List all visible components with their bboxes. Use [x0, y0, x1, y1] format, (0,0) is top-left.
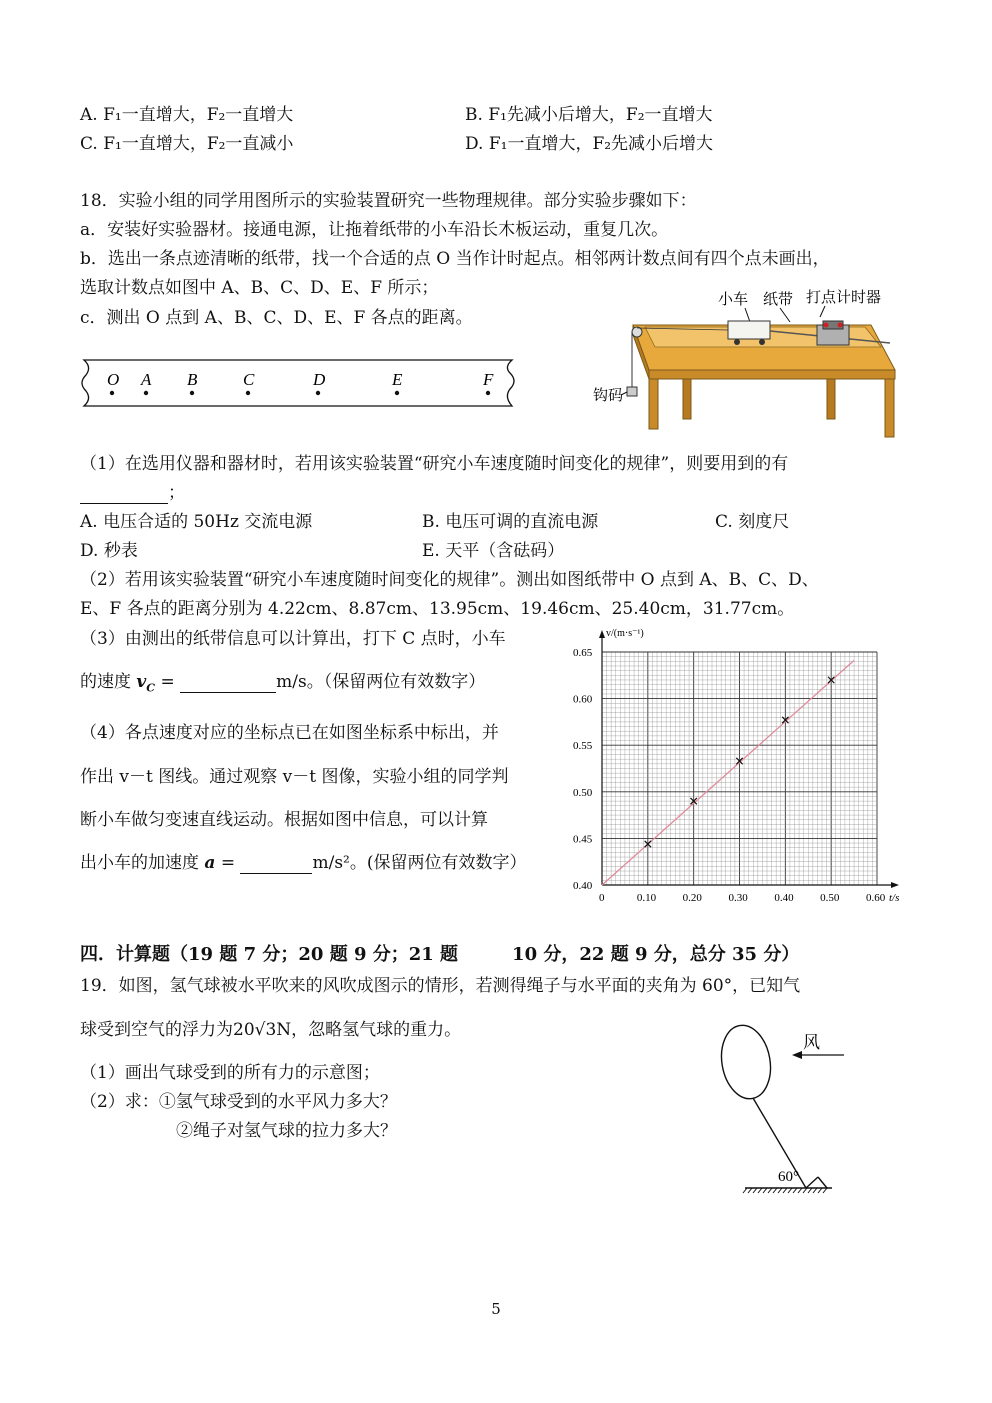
section4-title: 四．计算题（19 题 7 分；20 题 9 分；21 题 10 分，22 题 9 分，总分 35 分）	[80, 944, 800, 965]
q18-part1: （1）在选用仪器和器材时，若用该实验装置“研究小车速度随时间变化的规律”，则要用到的有	[80, 454, 789, 474]
ground-hatch	[773, 1188, 777, 1193]
q18-part4d: 出小车的加速度 a = m/s²。(保留两位有效数字）	[80, 853, 527, 873]
label-car: 小车	[718, 292, 749, 308]
ground-hatch	[798, 1188, 802, 1193]
q18-part3b-pre: 的速度	[80, 672, 131, 692]
page-number: 5	[491, 1300, 501, 1318]
q18-step-b2: 选取计数点如图中 A、B、C、D、E、F 所示；	[80, 278, 439, 298]
x-tick-label: 0.50	[820, 892, 840, 904]
q18-part2a: （2）若用该实验装置“研究小车速度随时间变化的规律”。测出如图纸带中 O 点到 A、B、C、D、	[80, 570, 819, 590]
ground-hatch	[768, 1188, 772, 1193]
wind-label: 风	[803, 1033, 820, 1052]
q18-p1-option-e: E. 天平（含砝码）	[422, 541, 565, 561]
y-axis-label: v/(m·s⁻¹)	[606, 628, 644, 639]
tape-dot-c	[246, 391, 250, 395]
q18-part4a: （4）各点速度对应的坐标点已在如图坐标系中标出，并	[80, 723, 499, 743]
ground-hatch	[783, 1188, 787, 1193]
tape-dot-d	[316, 391, 320, 395]
y-tick-label: 0.50	[573, 786, 593, 799]
tape-dot-f	[486, 391, 490, 395]
x-axis-arrow	[891, 882, 899, 888]
q17-option-a: A. F₁一直增大，F₂一直增大	[80, 105, 294, 125]
wind-arrow-head	[792, 1051, 802, 1059]
tape-dot-e	[395, 391, 399, 395]
q19-stem2-post: N，忽略氢气球的重力。	[276, 1020, 462, 1040]
ground-hatch	[803, 1188, 807, 1193]
label-tape: 纸带	[763, 292, 794, 308]
tape-label-a: A	[141, 370, 152, 389]
tape-dot-a	[144, 391, 148, 395]
ground-hatch	[808, 1188, 812, 1193]
ground-hatch	[748, 1188, 752, 1193]
tape-label-f: F	[483, 370, 494, 389]
q18-step-c: c．测出 O 点到 A、B、C、D、E、F 各点的距离。	[80, 308, 473, 328]
y-axis-arrow	[599, 630, 605, 638]
tape-dot-b	[190, 391, 194, 395]
tape-dot-o	[110, 391, 114, 395]
tape-label-b: B	[187, 370, 198, 389]
vc-symbol: $v_C$	[136, 672, 156, 695]
q18-step-a: a．安装好实验器材。接通电源，让拖着纸带的小车沿长木板运动，重复几次。	[80, 220, 669, 240]
angle-label: 60°	[778, 1169, 799, 1185]
ground-hatch	[818, 1188, 822, 1193]
y-tick-label: 0.65	[573, 647, 593, 659]
q19-part1: （1）画出气球受到的所有力的示意图；	[80, 1063, 380, 1083]
balloon-shape	[716, 1021, 776, 1102]
q18-part4d-pre: 出小车的加速度	[80, 853, 199, 873]
q19-stem: 19．如图，氢气球被水平吹来的风吹成图示的情形，若测得绳子与水平面的夹角为 60°，已知气	[80, 976, 801, 996]
tape-label-d: D	[313, 370, 326, 389]
q19-stem2-pre: 球受到空气的浮力为	[80, 1020, 233, 1040]
apparatus-figure	[585, 285, 905, 445]
q18-part3b: 的速度 $v_C = m/s$。（保留两位有效数字）	[80, 672, 486, 695]
answer-blank-1[interactable]	[80, 483, 168, 504]
y-tick-label: 0.45	[573, 833, 593, 846]
q18-p1-option-c: C. 刻度尺	[715, 512, 790, 532]
ground-hatch	[763, 1188, 767, 1193]
tape-label-o: O	[107, 370, 120, 389]
ground-hatch	[753, 1188, 757, 1193]
x-tick-label: 0	[599, 892, 605, 904]
ground-hatch	[788, 1188, 792, 1193]
q18-part2b: E、F 各点的距离分别为 4.22cm、8.87cm、13.95cm、19.46cm、25.40cm，31.77cm。	[80, 599, 795, 619]
q18-part4b: 作出 v－t 图线。通过观察 v－t 图像，实验小组的同学判	[80, 767, 509, 787]
q18-part1-end: ；	[168, 483, 185, 503]
label-weight: 钩码	[593, 388, 624, 404]
q19-part3: ②绳子对氢气球的拉力多大？	[176, 1121, 397, 1141]
x-axis-label: t/s	[889, 892, 900, 904]
q19-stem2	[80, 1015, 461, 1040]
tape-label-c: C	[243, 370, 255, 389]
balloon-figure	[710, 1015, 870, 1195]
x-tick-label: 0.20	[682, 892, 702, 904]
q18-part3a: （3）由测出的纸带信息可以计算出，打下 C 点时，小车	[80, 629, 506, 649]
answer-blank-a[interactable]	[240, 853, 312, 874]
q18-p1-option-d: D. 秒表	[80, 541, 138, 561]
paper-tape-figure	[74, 355, 524, 411]
y-tick-label: 0.60	[573, 693, 593, 706]
x-tick-label: 0.10	[636, 892, 657, 904]
ground-hatch	[758, 1188, 762, 1193]
chart-grid	[602, 652, 877, 885]
tape-label-e: E	[392, 370, 403, 389]
ground-hatch	[778, 1188, 782, 1193]
ground-hatch	[813, 1188, 817, 1193]
q18-p1-option-b: B. 电压可调的直流电源	[422, 512, 599, 532]
x-tick-label: 0.30	[728, 892, 748, 904]
q18-part3b-unit: m/s。（保留两位有效数字）	[276, 672, 486, 692]
ground-hatch	[743, 1188, 747, 1193]
q18-step-b1: b．选出一条点迹清晰的纸带，找一个合适的点 O 当作计时起点。相邻两计数点间有四个点未画出，	[80, 249, 830, 269]
q18-part1-answer	[80, 478, 185, 504]
q18-p1-option-a: A. 电压合适的 50Hz 交流电源	[80, 512, 313, 532]
vt-chart	[565, 620, 915, 915]
label-timer: 打点计时器	[806, 290, 882, 306]
ground-hatch	[823, 1188, 827, 1193]
q19-stem2-val: 20√3	[233, 1020, 277, 1040]
q19-part2: （2）求：①氢气球受到的水平风力多大？	[80, 1092, 397, 1112]
q17-option-d: D. F₁一直增大，F₂先减小后增大	[465, 134, 714, 154]
a-symbol: a	[204, 853, 216, 873]
x-tick-label: 0.40	[774, 892, 794, 904]
answer-blank-vc[interactable]	[180, 672, 276, 693]
q18-stem: 18．实验小组的同学用图所示的实验装置研究一些物理规律。部分实验步骤如下：	[80, 191, 697, 211]
q17-option-b: B. F₁先减小后增大，F₂一直增大	[465, 105, 713, 125]
q18-part4c: 断小车做匀变速直线运动。根据如图中信息，可以计算	[80, 810, 488, 830]
y-tick-label: 0.40	[573, 880, 593, 892]
q18-part4d-unit: m/s²。(保留两位有效数字）	[312, 853, 527, 873]
y-tick-label: 0.55	[573, 740, 593, 753]
x-tick-label: 0.60	[866, 892, 886, 904]
q17-option-c: C. F₁一直增大，F₂一直减小	[80, 134, 294, 154]
ground-hatch	[793, 1188, 797, 1193]
